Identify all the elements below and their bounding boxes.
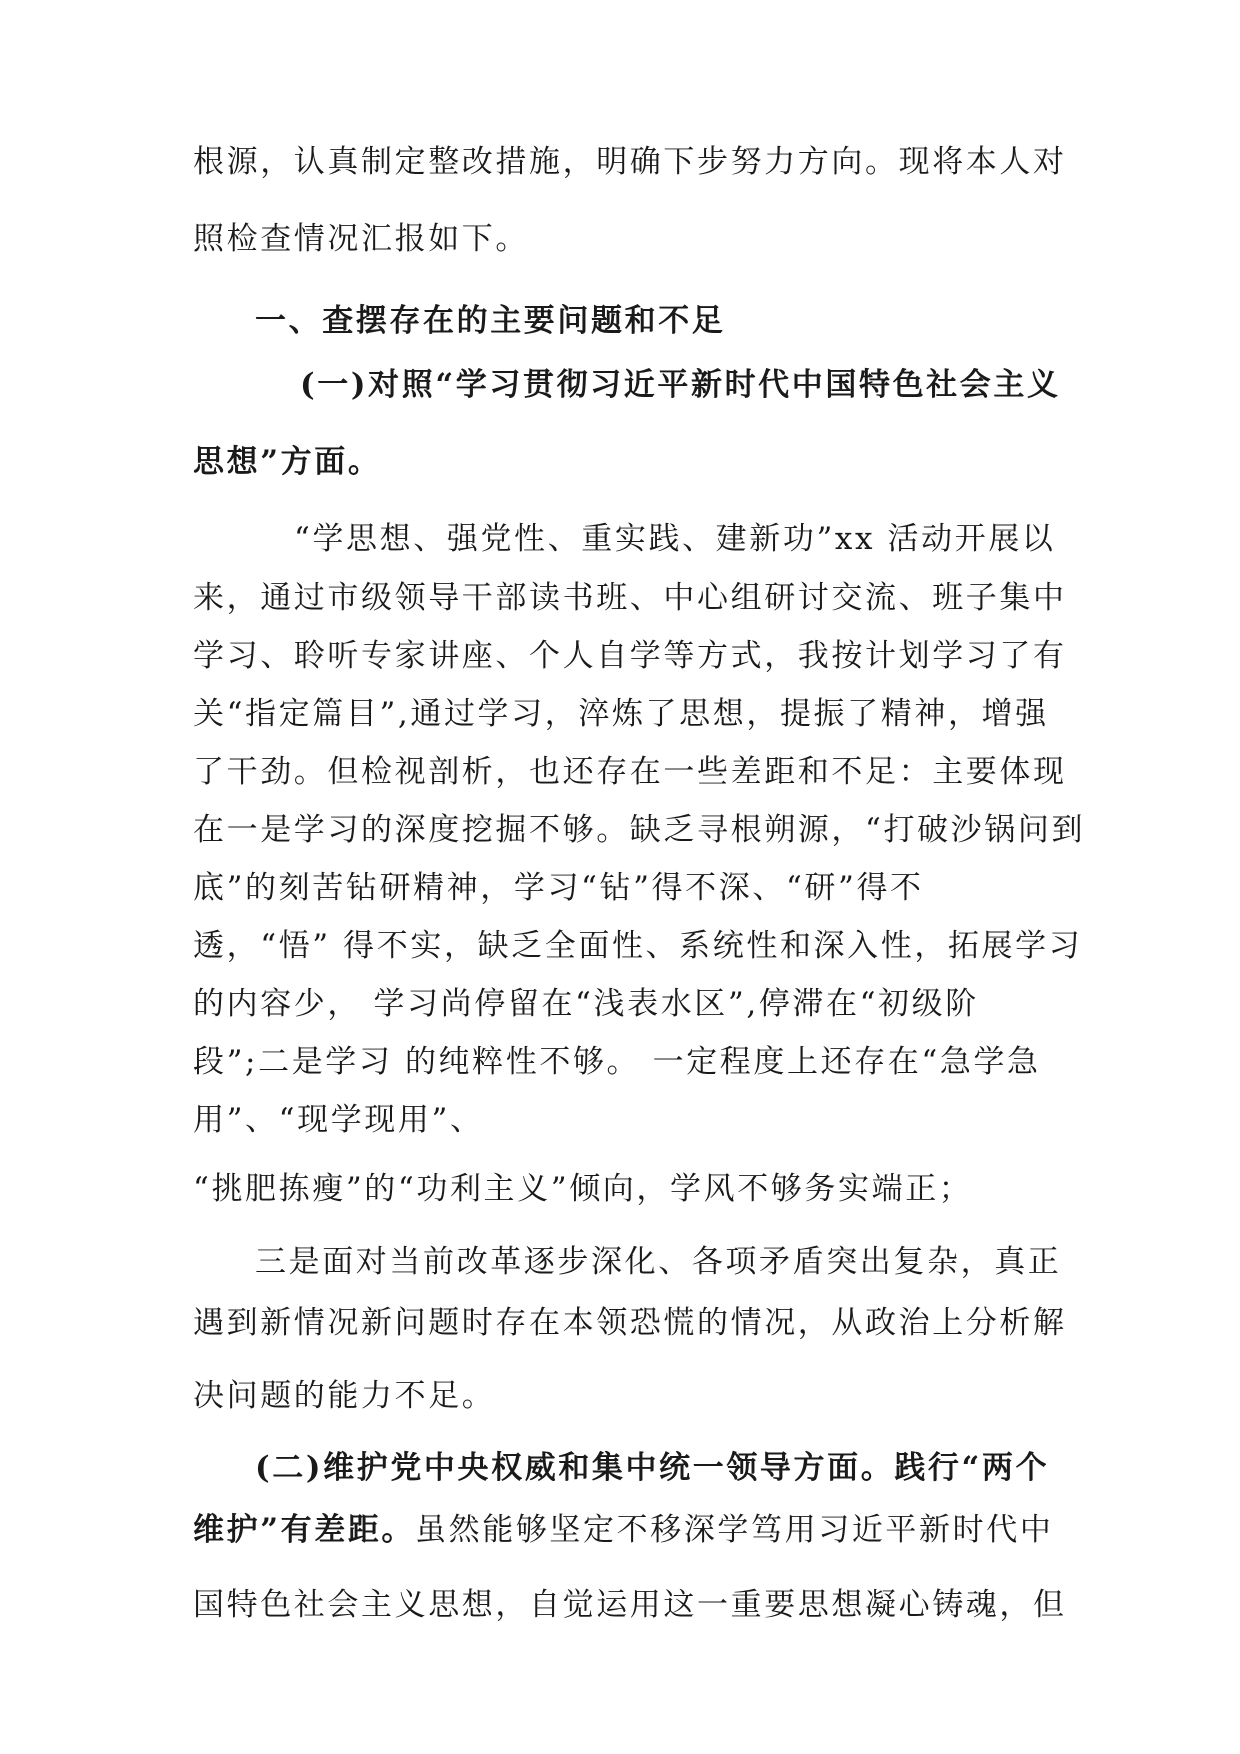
paragraph-line: 关“指定篇目”,通过学习，淬炼了思想，提振了精神，增强 (193, 696, 1049, 732)
paragraph-line: 决问题的能力不足。 (193, 1378, 496, 1414)
paragraph-line: 三是面对当前改革逐步深化、各项矛盾突出复杂，真正 (255, 1244, 1062, 1280)
subsection-heading: (一)对照“学习贯彻习近平新时代中国特色社会主义 (300, 367, 1061, 403)
paragraph-line: 根源，认真制定整改措施，明确下步努力方向。现将本人对 (193, 144, 1067, 180)
paragraph-line: 国特色社会主义思想，自觉运用这一重要思想凝心铸魂，但 (193, 1587, 1067, 1623)
paragraph-line: 遇到新情况新问题时存在本领恐慌的情况，从政治上分析解 (193, 1305, 1067, 1341)
paragraph-line: 的内容少， 学习尚停留在“浅表水区”,停滞在“初级阶 (193, 986, 979, 1022)
paragraph-line: 照检查情况汇报如下。 (193, 221, 529, 257)
paragraph-line: 底”的刻苦钻研精神，学习“钻”得不深、“研”得不 (193, 870, 924, 906)
paragraph-line: 段”;二是学习 的纯粹性不够。 一定程度上还存在“急学急 (193, 1044, 1041, 1080)
paragraph-line: 了干劲。但检视剖析，也还存在一些差距和不足：主要体现 (193, 754, 1067, 790)
paragraph-line: 用”、“现学现用”、 (193, 1102, 484, 1138)
subsection-heading: 思想”方面。 (193, 444, 382, 480)
paragraph-line: 来，通过市级领导干部读书班、中心组研讨交流、班子集中 (193, 580, 1067, 616)
paragraph-line (193, 1512, 1054, 1548)
paragraph-text: 虽然能够坚定不移深学笃用习近平新时代中 (415, 1512, 1054, 1548)
section-heading: 一、查摆存在的主要问题和不足 (255, 303, 726, 339)
subsection-heading-tail: 维护”有差距。 (193, 1512, 416, 1548)
paragraph-line: 透，“悟” 得不实，缺乏全面性、系统性和深入性，拓展学习 (193, 928, 1083, 964)
paragraph-line: 在一是学习的深度挖掘不够。缺乏寻根朔源，“打破沙锅问到 (193, 812, 1086, 848)
subsection-heading: (二)维护党中央权威和集中统一领导方面。践行“两个 (255, 1450, 1050, 1486)
paragraph-line: 学习、聆听专家讲座、个人自学等方式，我按计划学习了有 (193, 638, 1067, 674)
paragraph-line: “学思想、强党性、重实践、建新功”xx 活动开展以 (294, 521, 1056, 557)
paragraph-line: “挑肥拣瘦”的“功利主义”倾向，学风不够务实端正； (193, 1171, 973, 1207)
